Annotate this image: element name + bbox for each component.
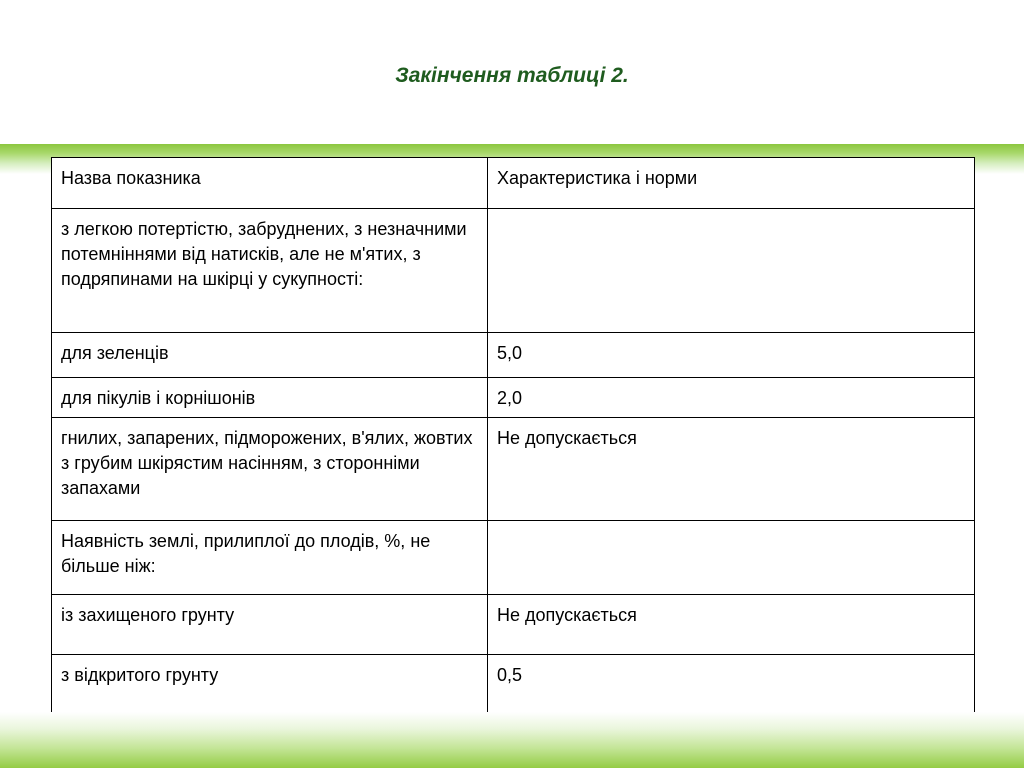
bottom-green-band xyxy=(0,712,1024,768)
slide-title: Закінчення таблиці 2. xyxy=(395,64,629,87)
row-indicator: Наявність землі, прилиплої до плодів, %, не більше ніж: xyxy=(52,521,488,595)
table-row xyxy=(52,418,975,521)
row-indicator: із захищеного грунту xyxy=(52,595,488,655)
table-row xyxy=(52,209,975,333)
row-norm: 0,5 xyxy=(488,655,975,714)
row-indicator: для пікулів і корнішонів xyxy=(52,378,488,418)
table-row xyxy=(52,655,975,714)
header-norm: Характеристика і норми xyxy=(488,158,975,209)
table-header-row xyxy=(52,158,975,209)
row-indicator: для зеленців xyxy=(52,333,488,378)
row-norm xyxy=(488,209,975,333)
row-norm: Не допускається xyxy=(488,418,975,521)
row-norm xyxy=(488,521,975,595)
table-row xyxy=(52,333,975,378)
table-row xyxy=(52,378,975,418)
row-norm: 2,0 xyxy=(488,378,975,418)
row-indicator: з відкритого грунту xyxy=(52,655,488,714)
row-indicator: з легкою потертістю, забруднених, з незначними потемніннями від натисків, але не м'ятих, з подряпинами на шкірці у сукупності: xyxy=(52,209,488,333)
header-indicator: Назва показника xyxy=(52,158,488,209)
row-indicator: гнилих, запарених, підморожених, в'ялих, жовтих з грубим шкірястим насінням, з сторонніми запахами xyxy=(52,418,488,521)
row-norm: 5,0 xyxy=(488,333,975,378)
table-row xyxy=(52,521,975,595)
row-norm: Не допускається xyxy=(488,595,975,655)
data-table xyxy=(51,157,975,714)
table-row xyxy=(52,595,975,655)
